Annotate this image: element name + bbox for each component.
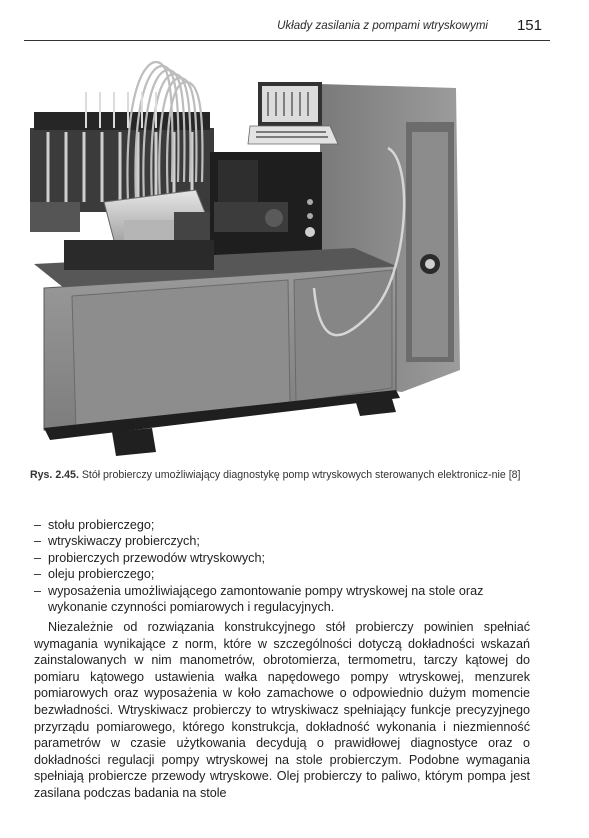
page-header — [24, 14, 550, 41]
figure-caption — [30, 468, 530, 482]
list-item: – oleju probierczego; — [34, 566, 534, 582]
test-bench-photo — [24, 52, 490, 460]
requirements-list — [34, 517, 534, 615]
page-number: 151 — [516, 17, 542, 34]
list-item: – wtryskiwaczy probierczych; — [34, 533, 534, 549]
running-title: Układy zasilania z pompami wtryskowymi — [277, 20, 488, 32]
bench-foot-right — [354, 392, 396, 416]
list-item: – wyposażenia umożliwiającego zamontowanie pompy wtryskowej na stole oraz wykonanie czynności pomiarowych i regulacyjnych. — [34, 583, 534, 616]
figure-caption-text: Stół probierczy umożliwiający diagnostykę pomp wtryskowych sterowanych elektronicz-nie [8] — [81, 469, 521, 481]
body-paragraph: Niezależnie od rozwiązania konstrukcyjnego stół probierczy powinien spełniać wymagania wynikające z norm, które w szczególności dotyczą dokładności wskazań zainstalowanych w nim manometrów, obrotomierza, termometru, tarczy kątowej do pomiaru kątowego ustawienia wałka napędowego pompy wtryskowej, menzurek pomiarowych oraz wyposażenia w koło zamachowe o odpowiednio dużym momencie bezwładności. Wtryskiwacz probierczy to wtryskiwacz spełniający funkcje precyzyjnego przyrządu pomiarowego, którego konstrukcja, dokładność wykonania i niezmienność parametrów w czasie użytkowania decydują o prawidłowej diagnostyce oraz o dokładności regulacji pompy wtryskowej na stole probierczym. Podobne wymagania spełniają probiercze przewody wtryskowe. Olej probierczy to paliwo, którym pompa jest zasilana podczas badania na stole — [34, 620, 530, 800]
list-item: – stołu probierczego; — [34, 517, 534, 533]
list-item: – probierczych przewodów wtryskowych; — [34, 550, 534, 566]
bench-foot-left — [112, 428, 156, 456]
figure-label: Rys. 2.45. — [30, 469, 79, 481]
